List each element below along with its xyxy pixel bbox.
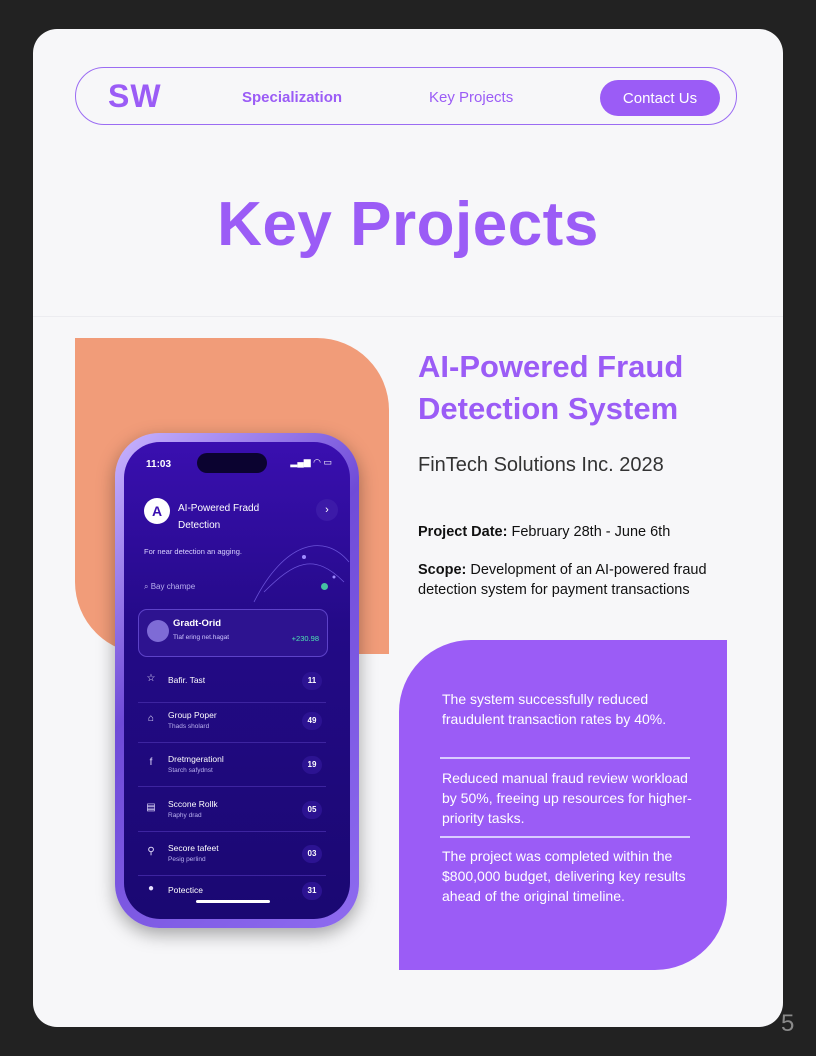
count-badge: 11 [302, 672, 322, 690]
dynamic-island [197, 453, 267, 473]
search-input[interactable]: ⌕ Bay champe [144, 582, 196, 591]
results-divider [440, 836, 690, 838]
count-badge: 49 [302, 712, 322, 730]
app-subtitle: For near detection an agging. [144, 547, 242, 556]
nav-link-key-projects[interactable]: Key Projects [429, 89, 514, 106]
count-badge: 03 [302, 845, 322, 863]
user-icon: ● [147, 883, 155, 894]
contact-us-button[interactable]: Contact Us [600, 80, 720, 116]
status-icons: ▂▄▆ ◠ ▭ [290, 457, 332, 467]
project-scope [418, 560, 748, 600]
phone-screen [124, 442, 350, 919]
nav-link-specialization[interactable]: Specialization [242, 89, 343, 106]
app-title: AI-Powered Fradd Detection [178, 503, 260, 531]
home-indicator [196, 900, 270, 903]
list-item-title: Bafir. Tast [168, 675, 206, 685]
search-text: Bay champe [150, 582, 196, 591]
page-title: Key Projects [217, 190, 599, 259]
chart-icon: ▤ [146, 802, 156, 813]
list-item[interactable] [138, 702, 326, 743]
avatar [147, 620, 169, 642]
page-number: 5 [781, 1010, 795, 1037]
brand-logo[interactable]: SW [108, 78, 162, 114]
highlight-value: +230.98 [291, 634, 319, 643]
project-date-value: February 28th - June 6th [507, 524, 671, 540]
phone-mockup [115, 433, 359, 928]
list-item-subtitle: Pesig perlind [168, 856, 206, 863]
list-item[interactable] [138, 746, 326, 787]
section-divider [33, 316, 783, 317]
highlight-title: Gradt-Orid [173, 618, 222, 629]
highlight-subtitle: Tlaf ering net.hagat [173, 634, 230, 641]
list-item-title: Sccone Rollk [168, 799, 218, 809]
star-icon: ☆ [146, 673, 156, 684]
count-badge: 31 [302, 882, 322, 900]
result-item: The project was completed within the $800,000 budget, delivering key results ahead of the original timeline. [442, 848, 686, 904]
top-navigation [75, 67, 737, 125]
chevron-right-icon[interactable]: › [316, 499, 338, 521]
list-item-subtitle: Starch safydnst [168, 767, 213, 774]
project-date [418, 522, 748, 542]
list-item-title: Secore tafeet [168, 843, 219, 853]
results-divider [440, 757, 690, 759]
results-panel [399, 640, 727, 970]
project-title: AI-Powered Fraud Detection System [418, 349, 684, 426]
result-item: Reduced manual fraud review workload by 50%, freeing up resources for higher-priority tasks. [442, 770, 692, 826]
list-item-subtitle: Thads sholard [168, 723, 210, 730]
phone-time: 11:03 [146, 459, 172, 470]
facebook-icon: f [149, 757, 153, 768]
page-card [33, 29, 783, 1027]
key-icon: ⚲ [147, 846, 155, 857]
count-badge: 05 [302, 801, 322, 819]
list-item[interactable] [138, 662, 326, 703]
list-item[interactable] [138, 835, 326, 876]
list-item-title: Potectice [168, 885, 203, 895]
project-scope-value: Development of an AI-powered fraud detection system for payment transactions [418, 562, 707, 598]
list-item-title: Group Poper [168, 710, 217, 720]
list-item-title: Dretmgerationl [168, 754, 224, 764]
project-scope-label: Scope: [418, 562, 467, 578]
result-item: The system successfully reduced fraudulent transaction rates by 40%. [442, 691, 667, 727]
list-item-subtitle: Raphy drad [168, 812, 202, 819]
count-badge: 19 [302, 756, 322, 774]
highlight-card[interactable] [138, 609, 328, 657]
client-name: FinTech Solutions Inc. 2028 [418, 454, 664, 476]
list-item[interactable] [138, 791, 326, 832]
group-icon: ⌂ [147, 713, 155, 724]
project-date-label: Project Date: [418, 524, 508, 540]
app-logo-icon: A [144, 498, 170, 524]
status-dot-icon [321, 583, 328, 590]
list-item[interactable] [138, 872, 326, 912]
network-graphic [244, 522, 350, 612]
